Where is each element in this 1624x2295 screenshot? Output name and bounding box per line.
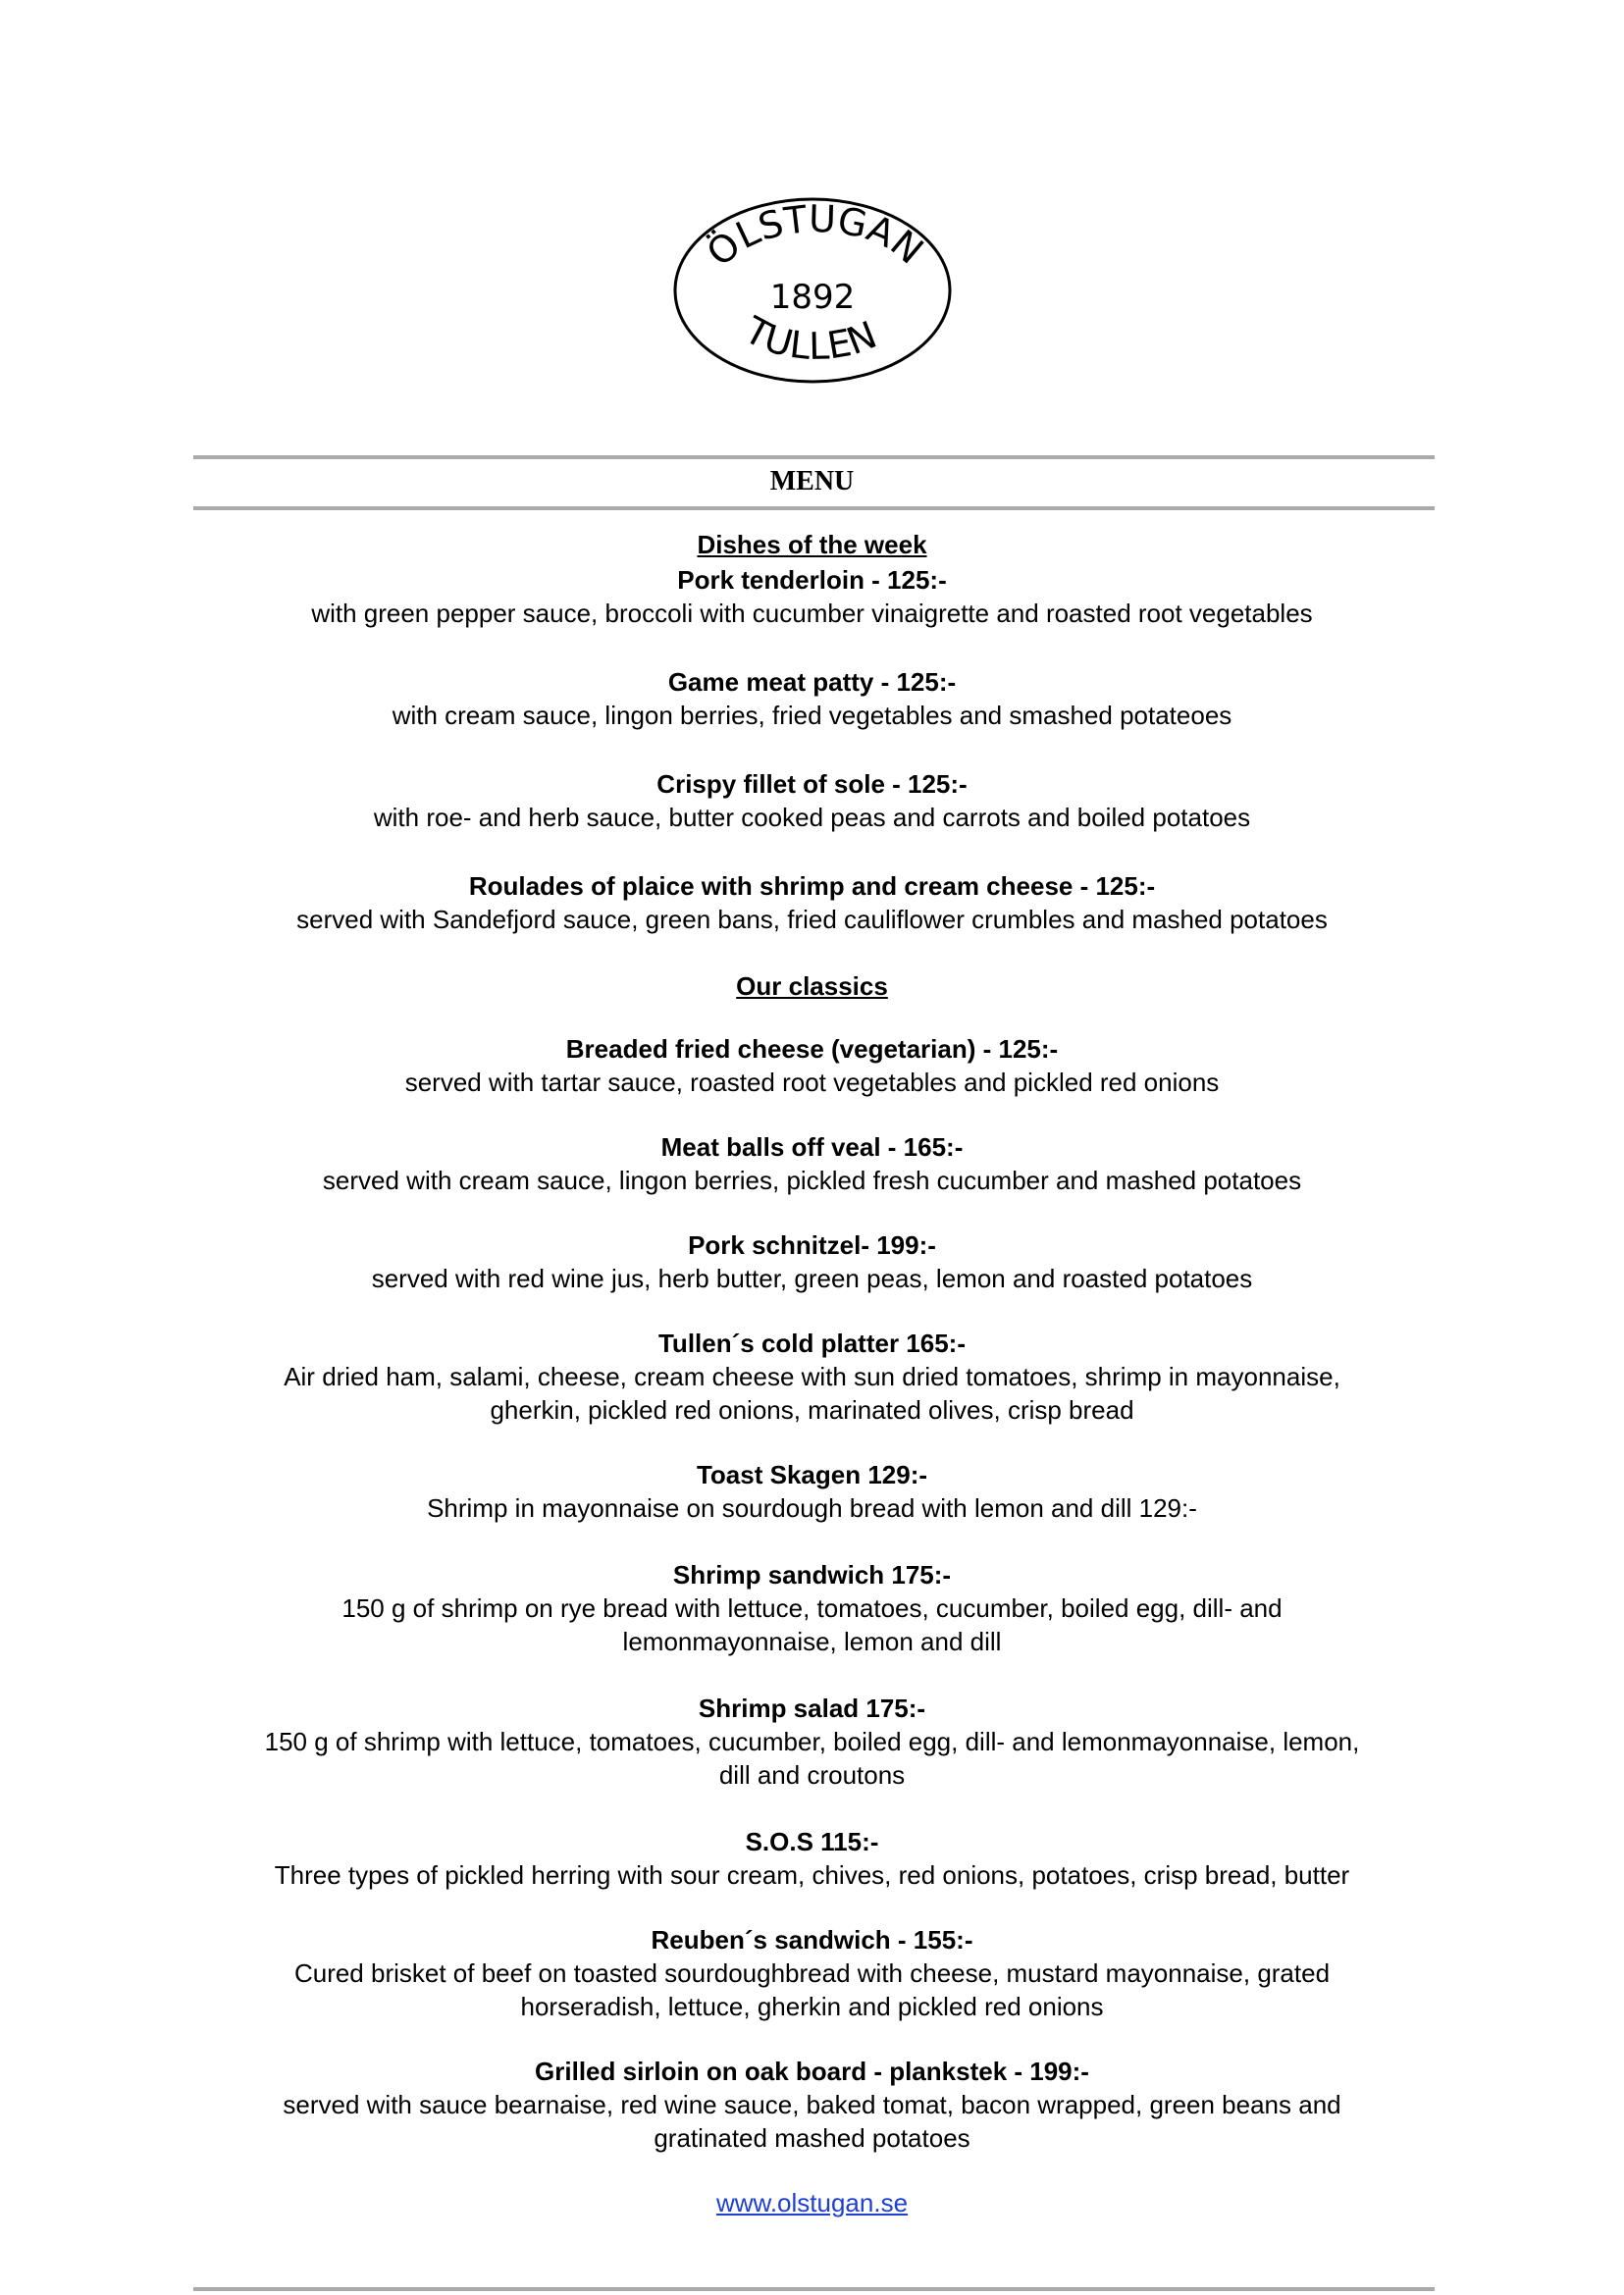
dish-breaded-fried-cheese [0, 1032, 1624, 1099]
dish-description: served with tartar sauce, roasted root vegetables and pickled red onions [404, 1068, 1220, 1097]
bottom-rule [193, 2287, 1435, 2291]
dish-shrimp-sandwich [0, 1558, 1624, 1658]
dish-sos [0, 1825, 1624, 1892]
dish-tullens-cold-platter [0, 1327, 1624, 1427]
logo-top-text: ÖLSTUGAN [698, 196, 932, 275]
website-link[interactable]: www.olstugan.se [715, 2188, 909, 2217]
dish-meat-balls-off-veal [0, 1130, 1624, 1197]
olstugan-tullen-logo [670, 192, 955, 389]
dish-pork-schnitzel [0, 1228, 1624, 1295]
dish-title: S.O.S 115:- [745, 1827, 879, 1856]
dish-description: Cured brisket of beef on toasted sourdoughbread with cheese, mustard mayonnaise, grated horseradish, lettuce, gherkin and pickled red onions [293, 1958, 1331, 2021]
dish-title: Shrimp salad 175:- [698, 1694, 926, 1723]
menu-content [0, 528, 1624, 2219]
dish-title: Breaded fried cheese (vegetarian) - 125:- [565, 1034, 1059, 1064]
dish-title: Toast Skagen 129:- [696, 1460, 928, 1489]
dish-description: with green pepper sauce, broccoli with cucumber vinaigrette and roasted root vegetables [311, 599, 1313, 628]
dish-grilled-sirloin [0, 2055, 1624, 2155]
dish-shrimp-salad [0, 1692, 1624, 1792]
dish-description: 150 g of shrimp on rye bread with lettuce, tomatoes, cucumber, boiled egg, dill- and lemonmayonnaise, lemon and dill [341, 1593, 1283, 1656]
dish-description: served with Sandefjord sauce, green bans, fried cauliflower crumbles and mashed potatoes [296, 905, 1328, 934]
dish-toast-skagen [0, 1458, 1624, 1525]
dish-description: Air dried ham, salami, cheese, cream cheese with sun dried tomatoes, shrimp in mayonnaise, gherkin, pickled red onions, marinated olives, crisp bread [284, 1362, 1340, 1425]
dish-title: Reuben´s sandwich - 155:- [651, 1925, 973, 1955]
dish-description: 150 g of shrimp with lettuce, tomatoes, cucumber, boiled egg, dill- and lemonmayonnaise, lemon, dill and croutons [264, 1727, 1360, 1790]
top-rule [193, 455, 1435, 459]
dish-description: Shrimp in mayonnaise on sourdough bread with lemon and dill 129:- [427, 1493, 1197, 1523]
dish-description: with cream sauce, lingon berries, fried vegetables and smashed potateoes [392, 701, 1232, 730]
dish-title: Game meat patty - 125:- [667, 667, 957, 697]
dish-title: Tullen´s cold platter 165:- [657, 1329, 966, 1358]
dish-title: Grilled sirloin on oak board - plankstek - 199:- [535, 2057, 1089, 2086]
dish-description: with roe- and herb sauce, butter cooked peas and carrots and boiled potatoes [373, 803, 1251, 832]
dish-game-meat-patty [0, 665, 1624, 732]
dish-title: Pork schnitzel- 199:- [688, 1230, 936, 1260]
title-rule [193, 506, 1435, 510]
dish-description: served with sauce bearnaise, red wine sauce, baked tomat, bacon wrapped, green beans and gratinated mashed potatoes [283, 2090, 1341, 2153]
dish-title: Roulades of plaice with shrimp and cream cheese - 125:- [468, 871, 1156, 901]
dish-description: served with cream sauce, lingon berries, pickled fresh cucumber and mashed potatoes [322, 1166, 1302, 1195]
svg-text:ÖLSTUGAN [699, 197, 931, 275]
dish-description: Three types of pickled herring with sour cream, chives, red onions, potatoes, crisp bread, butter [274, 1860, 1350, 1890]
section-heading-dishes-of-the-week: Dishes of the week [697, 530, 927, 559]
dish-title: Crispy fillet of sole - 125:- [656, 769, 968, 799]
dish-reubens-sandwich [0, 1923, 1624, 2023]
logo-year: 1892 [769, 278, 856, 317]
dish-roulades-of-plaice [0, 869, 1624, 936]
dish-pork-tenderloin [0, 563, 1624, 630]
logo-bottom-text: TULLEN [737, 308, 883, 368]
dish-title: Shrimp sandwich 175:- [672, 1560, 952, 1590]
dish-title: Pork tenderloin - 125:- [677, 565, 947, 595]
dish-title: Meat balls off veal - 165:- [660, 1132, 964, 1162]
section-heading-our-classics: Our classics [736, 971, 888, 1001]
menu-title: MENU [769, 466, 855, 496]
dish-description: served with red wine jus, herb butter, green peas, lemon and roasted potatoes [371, 1264, 1253, 1293]
dish-crispy-fillet-of-sole [0, 767, 1624, 834]
